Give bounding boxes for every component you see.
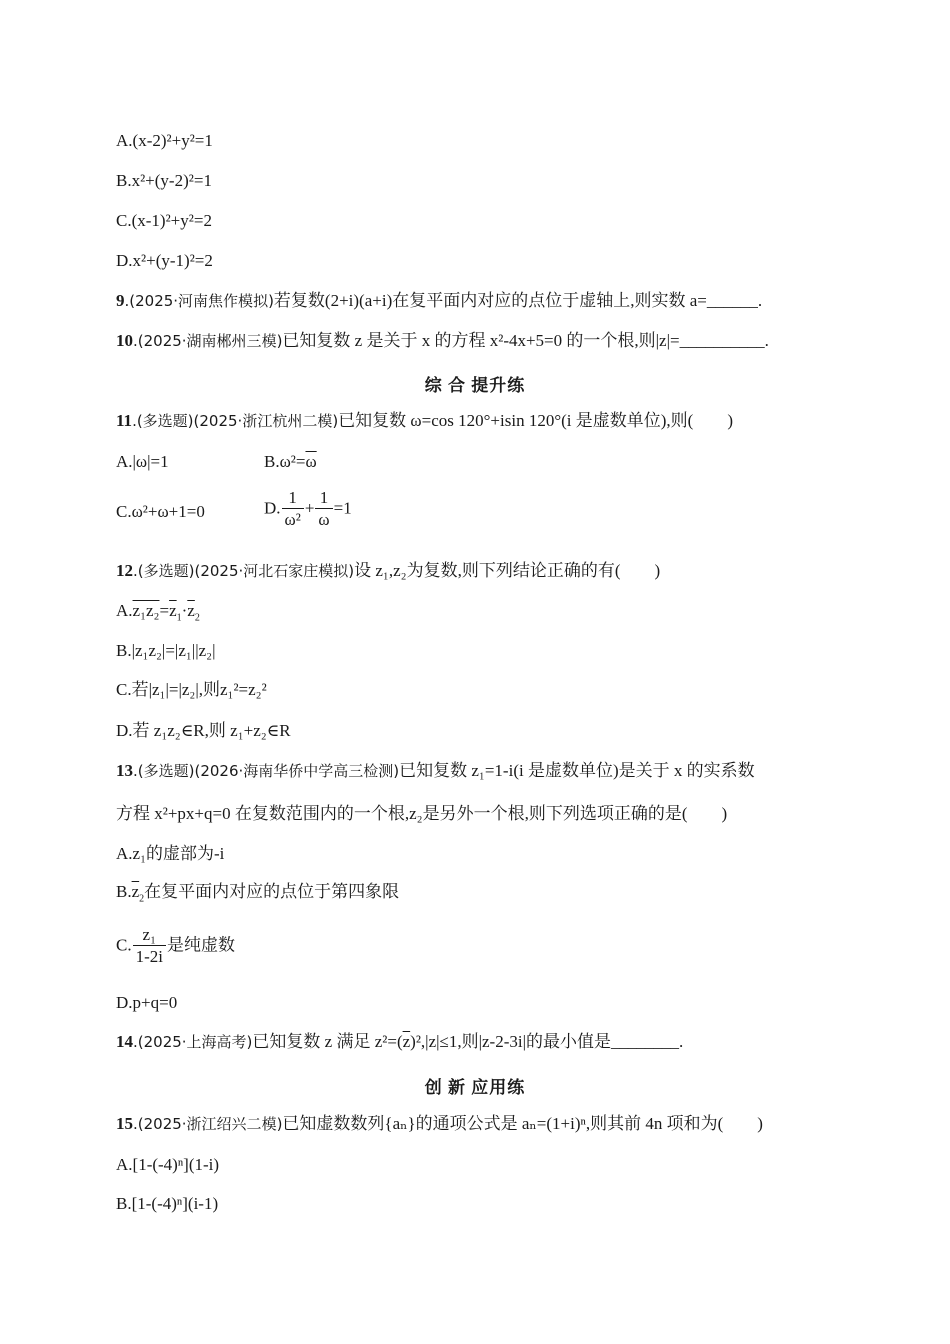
q13-option-d: D.p+q=0: [116, 993, 178, 1012]
q14-source-tag: .(2025·上海高考): [133, 1033, 253, 1051]
q13-c-fraction: $\frac{\text{z₁}}{1-2i}$: [133, 925, 166, 968]
q8-option-a: A.(x-2)²+y²=1: [116, 131, 213, 150]
q10-number: 10: [116, 331, 133, 350]
q11-number: 11: [116, 411, 133, 430]
question-11: [116, 410, 733, 432]
question-12: [116, 560, 660, 582]
q13-source-tag: .(多选题)(2026·海南华侨中学高三检测): [133, 762, 400, 780]
question-15: [116, 1113, 763, 1135]
q11-option-b: $B.\omega^2=\overline{\omega}$: [264, 452, 317, 471]
question-10: [116, 330, 769, 352]
q11-option-d: D. $\frac{1}{\text{ω²}}$ + $\frac{1}{\omega}$ =1: [264, 488, 352, 529]
q12-option-b: B.|z₁z₂|=|z₁||z₂|: [116, 641, 216, 660]
q9-source-tag: .(2025·河南焦作模拟): [124, 292, 274, 310]
q12-option-d: D.若 z₁z₂∈R,则 z₁+z₂∈R: [116, 721, 291, 740]
q11-b-conjugate: $\overline{\omega}$: [305, 452, 317, 471]
q11-option-c: C.ω²+ω+1=0: [116, 502, 205, 521]
q14-number: 14: [116, 1032, 133, 1051]
question-13: [116, 760, 755, 782]
q12-source-tag: .(多选题)(2025·河北石家庄模拟): [133, 562, 355, 580]
q11-text: 已知复数 ω=cos 120°+isin 120°(i 是虚数单位),则( ): [338, 411, 733, 430]
section-heading-innovation: 创 新 应用练: [424, 1078, 526, 1097]
q8-option-c: C.(x-1)²+y²=2: [116, 211, 212, 230]
q15-option-b: B.[1-(-4)ⁿ](i-1): [116, 1194, 219, 1213]
q15-number: 15: [116, 1114, 133, 1133]
q12-option-a: $A.z_1z_2=\overline{z}_1\cdot\overline{z}_2$: [116, 601, 200, 624]
q11-source-tag: .(多选题)(2025·浙江杭州二模): [132, 412, 339, 430]
question-14: 14.(2025·上海高考)已知复数 z 满足 $z^2=(\overline{z})^2,|z|\le 1$,则|z-2-3i|的最小值是________.: [116, 1032, 684, 1051]
q11-d-fraction-1: $\frac{1}{\text{ω²}}$: [282, 488, 304, 531]
q13-number: 13: [116, 761, 133, 780]
q15-text: 已知虚数数列{aₙ}的通项公式是 aₙ=(1+i)ⁿ,则其前 4n 项和为( ): [282, 1114, 763, 1133]
q9-number: 9: [116, 291, 125, 310]
q12-option-c: C.若|z₁|=|z₂|,则z₁²=z₂²: [116, 680, 267, 699]
q13-option-a: A.z₁的虚部为-i: [116, 844, 225, 863]
q11-option-a: A.|ω|=1: [116, 452, 169, 471]
q13-option-b: $B.\overline{z}_2$在复平面内对应的点位于第四象限: [116, 882, 400, 905]
q13-text-line1: 已知复数 z₁=1-i(i 是虚数单位)是关于 x 的实系数: [399, 761, 755, 780]
q14-conjugate-z: $\overline{z}$: [402, 1032, 411, 1051]
q11-d-fraction-2: $\frac{1}{\omega}$: [315, 488, 332, 531]
q12-number: 12: [116, 561, 133, 580]
q10-text: 已知复数 z 是关于 x 的方程 x²-4x+5=0 的一个根,则|z|=__________.: [282, 331, 769, 350]
q12-text: 设 z₁,z₂为复数,则下列结论正确的有( ): [354, 561, 661, 580]
q15-source-tag: .(2025·浙江绍兴二模): [133, 1115, 283, 1133]
q15-option-a: A.[1-(-4)ⁿ](1-i): [116, 1155, 220, 1174]
q13-text-line2: 方程 x²+px+q=0 在复数范围内的一个根,z₂是另外一个根,则下列选项正确的是( ): [116, 804, 728, 823]
q10-source-tag: .(2025·湖南郴州三模): [133, 332, 283, 350]
q13-option-c: C. $\frac{\text{z₁}}{1-2i}$ 是纯虚数: [116, 925, 235, 966]
q9-text: 若复数(2+i)(a+i)在复平面内对应的点位于虚轴上,则实数 a=______.: [273, 291, 763, 310]
q8-option-d: D.x²+(y-1)²=2: [116, 251, 213, 270]
q8-option-b: B.x²+(y-2)²=1: [116, 171, 212, 190]
section-heading-comprehensive: 综 合 提升练: [424, 376, 526, 395]
question-9: [116, 290, 762, 312]
